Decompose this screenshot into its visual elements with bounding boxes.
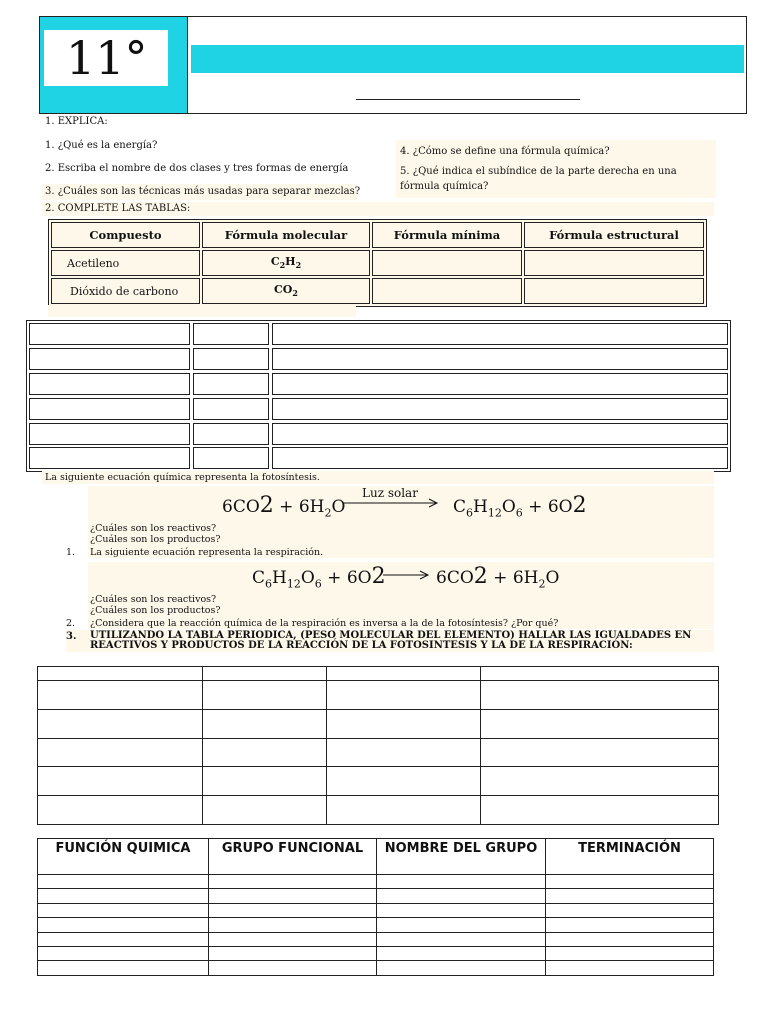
grid-cell[interactable] — [546, 875, 714, 889]
respiration-number: 1. — [66, 547, 76, 558]
respiration-question-reactivos: ¿Cuáles son los reactivos? — [90, 594, 217, 605]
grid-cell[interactable] — [377, 946, 546, 960]
table-row — [38, 961, 714, 975]
table-row — [38, 932, 714, 946]
grid-cell[interactable] — [546, 946, 714, 960]
question-4: 4. ¿Cómo se define una fórmula química? — [400, 146, 610, 157]
question-1: 1. ¿Qué es la energía? — [45, 140, 158, 151]
grid-cell[interactable] — [38, 889, 209, 903]
grid-cell[interactable] — [38, 667, 203, 681]
grid-cell[interactable] — [327, 710, 481, 739]
grid-cell[interactable] — [546, 918, 714, 932]
grid-cell[interactable] — [193, 398, 269, 420]
table-row — [51, 278, 704, 304]
grid-cell[interactable] — [209, 961, 377, 975]
grid-cell[interactable] — [209, 918, 377, 932]
header-nombre-grupo: NOMBRE DEL GRUPO — [377, 839, 546, 875]
cell-formula-molecular: $C_2H_2$ — [202, 250, 370, 276]
photosynthesis-question-productos: ¿Cuáles son los productos? — [90, 534, 221, 545]
grid-cell[interactable] — [29, 447, 190, 469]
grid-cell[interactable] — [546, 889, 714, 903]
grid-cell[interactable] — [38, 796, 203, 825]
header-terminacion: TERMINACIÓN — [546, 839, 714, 875]
blank-answer-grid — [26, 320, 731, 472]
grid-cell[interactable] — [38, 918, 209, 932]
table-footer-highlight — [48, 305, 356, 317]
grid-cell[interactable] — [481, 681, 719, 710]
grid-cell[interactable] — [203, 739, 327, 767]
photosynthesis-question-reactivos: ¿Cuáles son los reactivos? — [90, 523, 217, 534]
table-row — [38, 710, 719, 739]
question-5: 5. ¿Qué indica el subíndice de la parte derecha en una fórmula química? — [400, 166, 677, 192]
grid-cell[interactable] — [272, 323, 728, 345]
question-periodic: UTILIZANDO LA TABLA PERIODICA, (PESO MOLECULAR DEL ELEMENTO) HALLAR LAS IGUALDADES EN REACTIVOS Y PRODUCTOS DE LA REACCIÓN DE LA FOTOSINTESIS Y LA DE LA RESPIRACIÓN: — [90, 630, 692, 651]
grid-cell[interactable] — [327, 796, 481, 825]
grid-cell[interactable] — [327, 667, 481, 681]
cell-formula-estructural[interactable] — [524, 278, 704, 304]
grid-cell[interactable] — [203, 796, 327, 825]
grid-cell[interactable] — [29, 348, 190, 370]
name-line — [356, 99, 580, 100]
grid-cell[interactable] — [38, 681, 203, 710]
header-compuesto: Compuesto — [51, 222, 200, 248]
molecular-weight-table — [37, 666, 719, 825]
cell-formula-molecular: $CO_2$ — [202, 278, 370, 304]
section-complete-title: 2. COMPLETE LAS TABLAS: — [45, 203, 191, 214]
table-row — [38, 903, 714, 917]
grid-cell[interactable] — [203, 681, 327, 710]
formula-table — [48, 219, 707, 307]
header-funcion-quimica: FUNCIÓN QUIMICA — [38, 839, 209, 875]
question-3: 3. ¿Cuáles son las técnicas más usadas para separar mezclas? — [45, 186, 361, 197]
functional-groups-table — [37, 838, 714, 976]
grid-cell[interactable] — [29, 323, 190, 345]
respiration-question-productos: ¿Cuáles son los productos? — [90, 605, 221, 616]
grid-cell[interactable] — [481, 767, 719, 796]
grid-cell[interactable] — [377, 903, 546, 917]
grid-cell[interactable] — [193, 323, 269, 345]
grid-cell[interactable] — [203, 710, 327, 739]
grid-cell[interactable] — [327, 767, 481, 796]
title-bar — [191, 45, 744, 73]
table-row — [38, 918, 714, 932]
grid-cell[interactable] — [481, 739, 719, 767]
grid-cell[interactable] — [209, 875, 377, 889]
grid-cell[interactable] — [38, 739, 203, 767]
header-grupo-funcional: GRUPO FUNCIONAL — [209, 839, 377, 875]
grid-cell[interactable] — [272, 373, 728, 395]
grid-cell[interactable] — [481, 710, 719, 739]
section-explica-title: 1. EXPLICA: — [45, 116, 108, 127]
header-formula-minima: Fórmula mínima — [372, 222, 522, 248]
grid-cell[interactable] — [481, 796, 719, 825]
grid-cell[interactable] — [203, 767, 327, 796]
grid-cell[interactable] — [193, 447, 269, 469]
table-row — [38, 889, 714, 903]
grid-cell[interactable] — [327, 739, 481, 767]
cell-compuesto: Dióxido de carbono — [51, 278, 200, 304]
header-formula-estructural: Fórmula estructural — [524, 222, 704, 248]
table-row — [38, 946, 714, 960]
grid-cell[interactable] — [546, 903, 714, 917]
reaction-arrow-icon — [383, 570, 431, 580]
grid-cell[interactable] — [193, 423, 269, 445]
grid-cell[interactable] — [38, 710, 203, 739]
question-2: 2. Escriba el nombre de dos clases y tres formas de energía — [45, 163, 349, 174]
grid-cell[interactable] — [209, 903, 377, 917]
reaction-arrow-icon — [343, 498, 440, 508]
cell-formula-minima[interactable] — [372, 278, 522, 304]
question-periodic-number: 3. — [66, 631, 77, 642]
grid-cell[interactable] — [38, 961, 209, 975]
grid-cell[interactable] — [38, 767, 203, 796]
respiration-products: $6CO2 + 6H_2O$ — [436, 564, 560, 591]
grid-cell[interactable] — [272, 398, 728, 420]
respiration-reactants: $C_6H_{12}O_6 + 6O2$ — [252, 564, 386, 591]
photosynthesis-reactants: $6CO2 + 6H_2O$ — [222, 493, 346, 520]
question-inverse: ¿Considera que la reacción química de la respiración es inversa a la de la fotosíntesis? ¿Por qué? — [90, 618, 559, 629]
question-inverse-number: 2. — [66, 618, 76, 629]
respiration-intro: La siguiente ecuación representa la respiración. — [90, 547, 324, 558]
arrow-label: Luz solar — [362, 486, 418, 500]
grid-cell[interactable] — [377, 889, 546, 903]
table-header-row — [51, 222, 704, 248]
grid-cell[interactable] — [481, 667, 719, 681]
grid-cell[interactable] — [29, 398, 190, 420]
cell-formula-estructural[interactable] — [524, 250, 704, 276]
grid-cell[interactable] — [38, 946, 209, 960]
grid-cell[interactable] — [193, 348, 269, 370]
table-row — [38, 739, 719, 767]
grid-cell[interactable] — [29, 423, 190, 445]
cell-formula-minima[interactable] — [372, 250, 522, 276]
grid-cell[interactable] — [546, 961, 714, 975]
grid-cell[interactable] — [38, 875, 209, 889]
grid-cell[interactable] — [377, 918, 546, 932]
grid-cell[interactable] — [272, 423, 728, 445]
grade-label: 11° — [44, 30, 168, 86]
grid-cell[interactable] — [209, 946, 377, 960]
grid-cell[interactable] — [377, 961, 546, 975]
grid-cell[interactable] — [193, 373, 269, 395]
photosynthesis-products: $C_6H_{12}O_6 + 6O2$ — [453, 493, 587, 520]
header-formula-molecular: Fórmula molecular — [202, 222, 370, 248]
table-row — [38, 681, 719, 710]
table-row — [38, 796, 719, 825]
table-row — [51, 250, 704, 276]
grid-cell[interactable] — [29, 373, 190, 395]
grid-cell[interactable] — [272, 447, 728, 469]
grid-cell[interactable] — [272, 348, 728, 370]
grid-cell[interactable] — [377, 932, 546, 946]
grid-cell[interactable] — [38, 903, 209, 917]
grid-cell[interactable] — [377, 875, 546, 889]
grid-cell[interactable] — [209, 889, 377, 903]
photosynthesis-intro: La siguiente ecuación química representa la fotosíntesis. — [45, 472, 320, 483]
table-header-row — [38, 839, 714, 875]
table-row — [38, 767, 719, 796]
cell-compuesto: Acetileno — [51, 250, 200, 276]
grid-cell[interactable] — [546, 932, 714, 946]
grid-cell[interactable] — [38, 932, 209, 946]
table-row — [38, 875, 714, 889]
grid-cell[interactable] — [209, 932, 377, 946]
grid-cell[interactable] — [327, 681, 481, 710]
table-row — [38, 667, 719, 681]
grid-cell[interactable] — [203, 667, 327, 681]
